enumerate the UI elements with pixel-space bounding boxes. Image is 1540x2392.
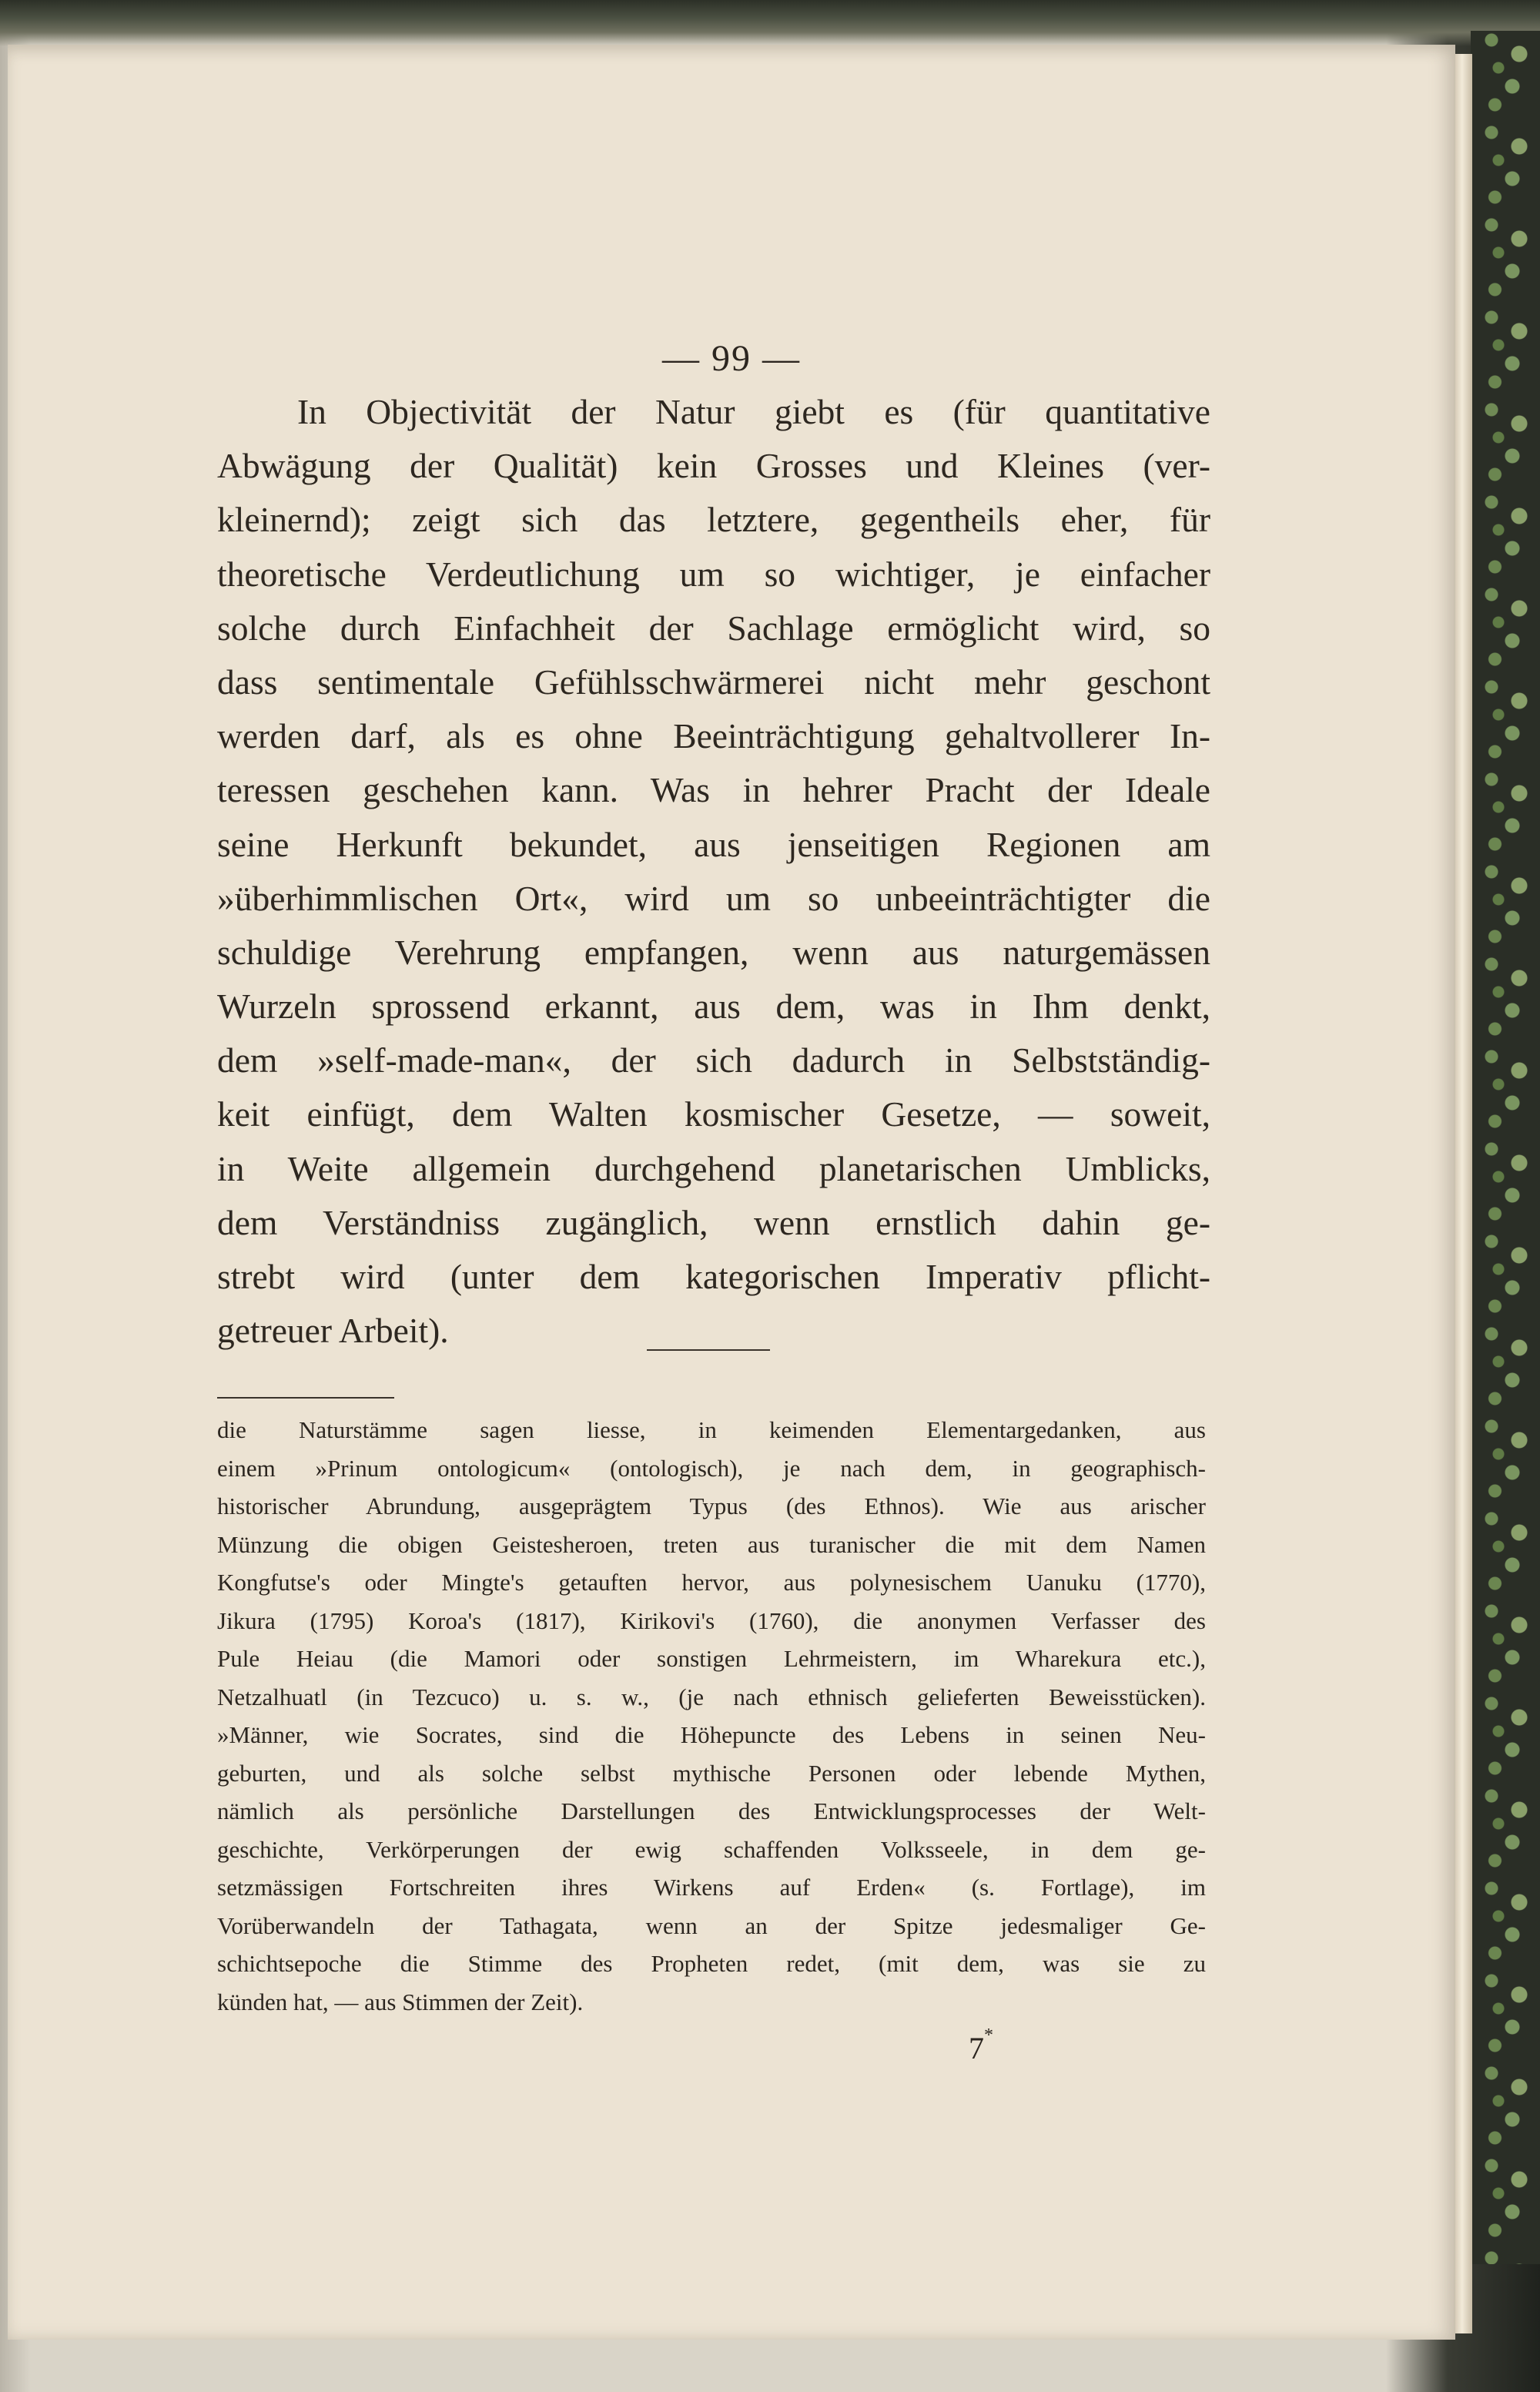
text-line: »überhimmlischen Ort«, wird um so unbeeinträchtigter die: [217, 878, 1210, 918]
text-line: werden darf, als es ohne Beeinträchtigung gehaltvollerer In-: [217, 716, 1210, 756]
text-line: keit einfügt, dem Walten kosmischer Gesetze, — soweit,: [217, 1094, 1210, 1134]
text-line: schuldige Verehrung empfangen, wenn aus naturgemässen: [217, 932, 1210, 972]
footnote-line: Pule Heiau (die Mamori oder sonstigen Lehrmeistern, im Wharekura etc.),: [217, 1645, 1206, 1672]
text-line: in Weite allgemein durchgehend planetarischen Umblicks,: [217, 1148, 1210, 1188]
footnote-line: »Männer, wie Socrates, sind die Höhepuncte des Lebens in seinen Neu-: [217, 1721, 1206, 1748]
printer-signature-mark: [969, 2025, 993, 2066]
footnote-line: setzmässigen Fortschreiten ihres Wirkens auf Erden« (s. Fortlage), im: [217, 1874, 1206, 1901]
text-line: getreuer Arbeit).: [217, 1311, 449, 1351]
text-line: solche durch Einfachheit der Sachlage ermöglicht wird, so: [217, 608, 1210, 648]
book-top-edge: [0, 0, 1540, 46]
footnote-line: Jikura (1795) Koroa's (1817), Kirikovi's (1760), die anonymen Verfasser des: [217, 1606, 1206, 1634]
text-line: dass sentimentale Gefühlsschwärmerei nicht mehr geschont: [217, 662, 1210, 702]
footnote-line: Netzalhuatl (in Tezcuco) u. s. w., (je nach ethnisch gelieferten Beweisstücken).: [217, 1683, 1206, 1710]
text-line: kleinernd); zeigt sich das letztere, gegentheils eher, für: [217, 500, 1210, 540]
text-line: Wurzeln sprossend erkannt, aus dem, was in Ihm denkt,: [217, 987, 1210, 1027]
footnote-line: Münzung die obigen Geistesheroen, treten aus turanischer die mit dem Namen: [217, 1530, 1206, 1558]
footnote-line: historischer Abrundung, ausgeprägtem Typus (des Ethnos). Wie aus arischer: [217, 1492, 1206, 1519]
text-line: strebt wird (unter dem kategorischen Imperativ pflicht-: [217, 1257, 1210, 1296]
signature-star: *: [984, 2025, 993, 2045]
text-line: Abwägung der Qualität) kein Grosses und Kleines (ver-: [217, 446, 1210, 486]
marbled-cover-edge: [1471, 31, 1540, 2264]
main-text-block: [217, 385, 1210, 1358]
text-line: theoretische Verdeutlichung um so wichtiger, je einfacher: [217, 554, 1210, 594]
footnote-block: [217, 1411, 1206, 2021]
footnote-line: nämlich als persönliche Darstellungen des Entwicklungsprocesses der Welt-: [217, 1797, 1206, 1824]
text-line: dem Verständniss zugänglich, wenn ernstlich dahin ge-: [217, 1202, 1210, 1242]
footnote-line: geschichte, Verkörperungen der ewig schaffenden Volksseele, in dem ge-: [217, 1835, 1206, 1863]
text-line: dem »self-made-man«, der sich dadurch in Selbstständig-: [217, 1040, 1210, 1080]
footnote-line: einem »Prinum ontologicum« (ontologisch), je nach dem, in geographisch-: [217, 1454, 1206, 1482]
footnote-line: schichtsepoche die Stimme des Propheten redet, (mit dem, was sie zu: [217, 1950, 1206, 1977]
page-stack-edge: [1455, 54, 1472, 2333]
footnote-line: die Naturstämme sagen liesse, in keimenden Elementargedanken, aus: [217, 1416, 1206, 1443]
footnote-line: künden hat, — aus Stimmen der Zeit).: [217, 1988, 584, 2015]
text-line: teressen geschehen kann. Was in hehrer Pracht der Ideale: [217, 770, 1210, 810]
page-number: — 99 —: [662, 338, 801, 379]
text-line: seine Herkunft bekundet, aus jenseitigen Regionen am: [217, 824, 1210, 864]
signature-number: 7: [969, 2031, 984, 2065]
footnote-line: Kongfutse's oder Mingte's getauften hervor, aus polynesischem Uanuku (1770),: [217, 1569, 1206, 1596]
footnote-line: Vorüberwandeln der Tathagata, wenn an der Spitze jedesmaliger Ge-: [217, 1911, 1206, 1939]
text-line: In Objectivität der Natur giebt es (für quantitative: [297, 392, 1210, 431]
footnote-line: geburten, und als solche selbst mythische Personen oder lebende Mythen,: [217, 1759, 1206, 1787]
section-divider: [647, 1349, 770, 1351]
footnote-rule: [217, 1397, 394, 1399]
